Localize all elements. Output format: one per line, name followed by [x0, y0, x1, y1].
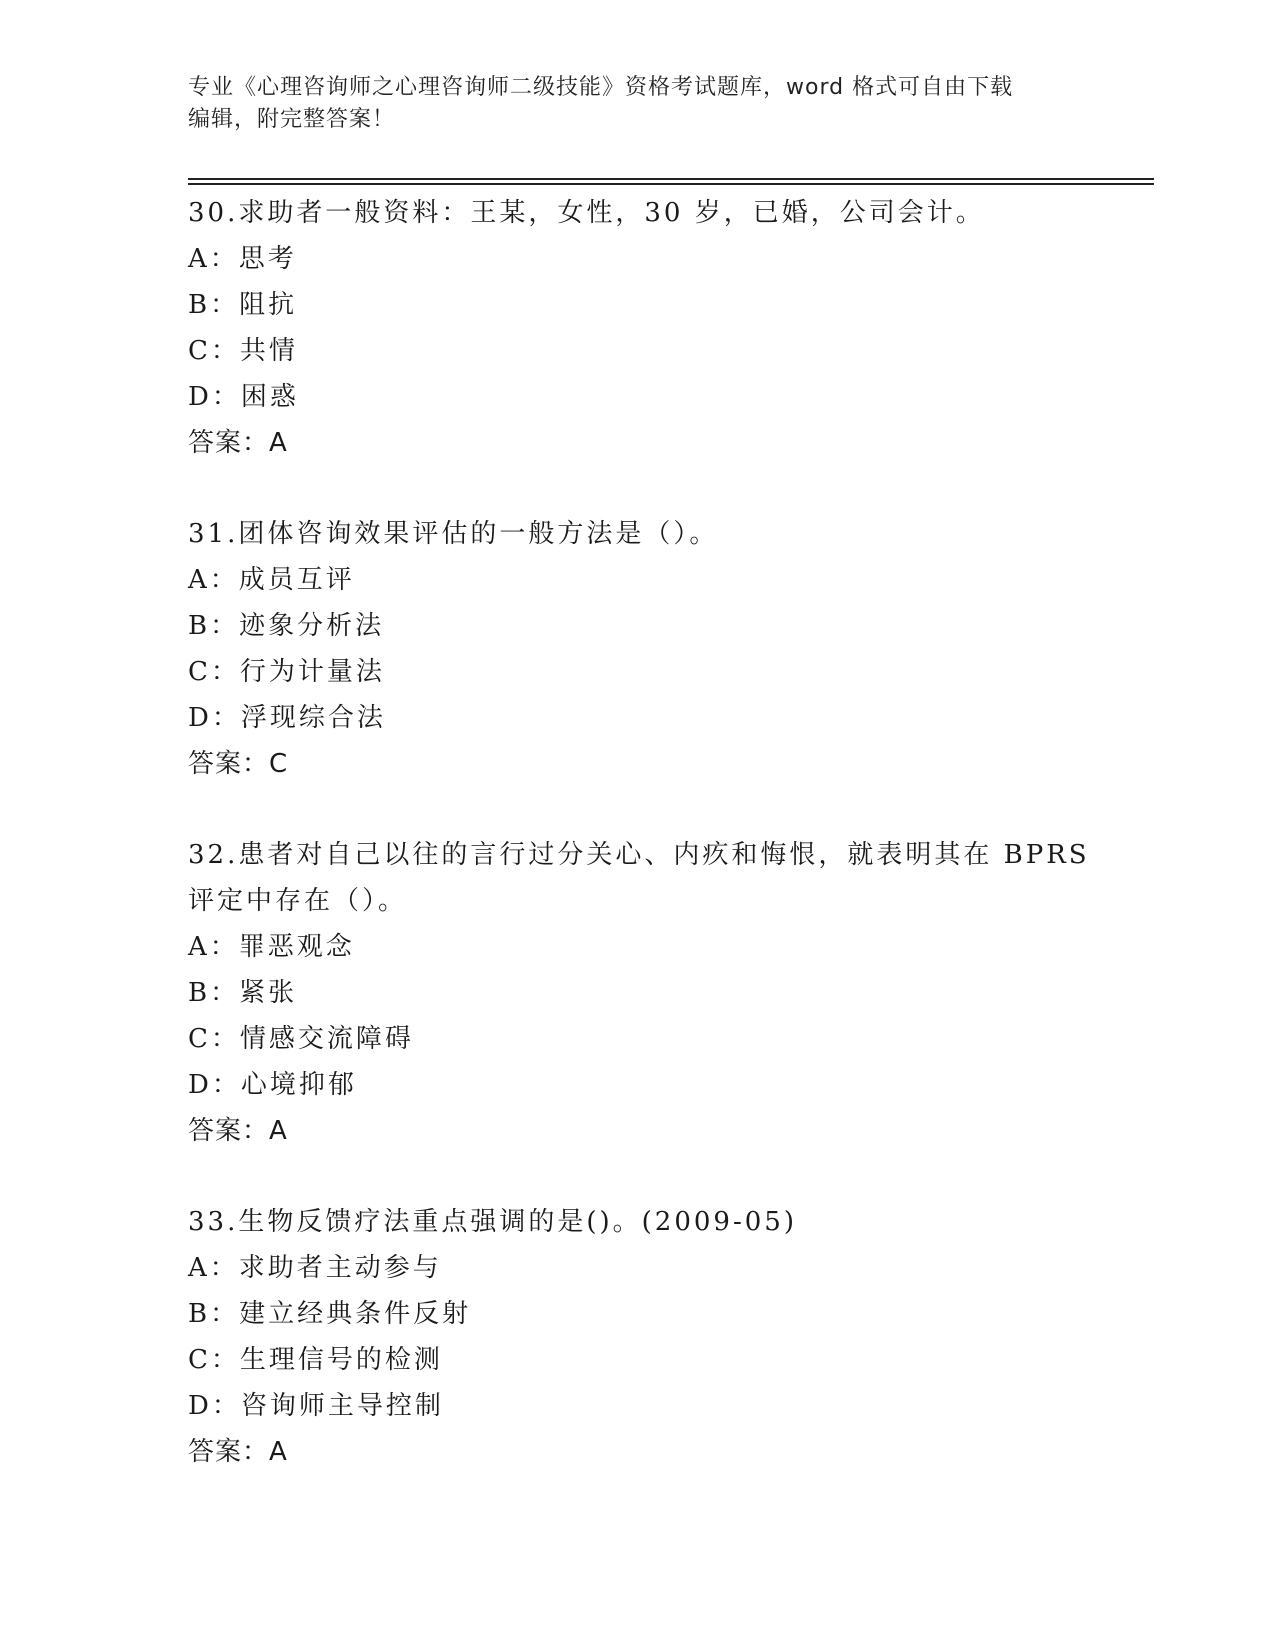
option-c: C：情感交流障碍: [188, 1024, 414, 1054]
answer-label: 答案：A: [188, 428, 288, 458]
option-d: D：咨询师主导控制: [188, 1391, 444, 1421]
option-b: B：迹象分析法: [188, 611, 385, 641]
answer-label: 答案：C: [188, 749, 289, 779]
question-stem: 31.团体咨询效果评估的一般方法是（）。: [188, 519, 719, 549]
question-stem: 30.求助者一般资料：王某，女性，30 岁，已婚，公司会计。: [188, 198, 985, 228]
answer-label: 答案：A: [188, 1437, 288, 1467]
question-stem: 33.生物反馈疗法重点强调的是()。(2009-05): [188, 1207, 797, 1237]
option-c: C：共情: [188, 336, 298, 366]
header-line-2: 编辑，附完整答案！: [188, 107, 396, 132]
option-a: A：思考: [188, 244, 297, 274]
header-divider-top: [188, 178, 1154, 180]
option-a: A：成员互评: [188, 565, 355, 595]
option-a: A：求助者主动参与: [188, 1253, 442, 1283]
option-c: C：生理信号的检测: [188, 1345, 443, 1375]
question-list: [188, 190, 1138, 1520]
header-line-1: 专业《心理咨询师之心理咨询师二级技能》资格考试题库，word 格式可自由下载: [188, 75, 1014, 100]
question-30: [188, 190, 1138, 466]
option-c: C：行为计量法: [188, 657, 385, 687]
option-a: A：罪恶观念: [188, 932, 355, 962]
question-33: [188, 1199, 1138, 1475]
question-stem: 32.患者对自己以往的言行过分关心、内疚和悔恨，就表明其在 BPRS: [188, 840, 1090, 870]
question-stem-continued: 评定中存在（）。: [188, 886, 408, 916]
option-b: B：建立经典条件反射: [188, 1299, 472, 1329]
option-d: D：心境抑郁: [188, 1070, 357, 1100]
option-d: D：困惑: [188, 382, 299, 412]
question-31: [188, 511, 1138, 787]
question-32: [188, 832, 1138, 1154]
header-divider-bottom: [188, 183, 1154, 185]
document-header: [188, 72, 1088, 136]
option-b: B：阻抗: [188, 290, 298, 320]
option-d: D：浮现综合法: [188, 703, 386, 733]
answer-label: 答案：A: [188, 1116, 288, 1146]
option-b: B：紧张: [188, 978, 298, 1008]
